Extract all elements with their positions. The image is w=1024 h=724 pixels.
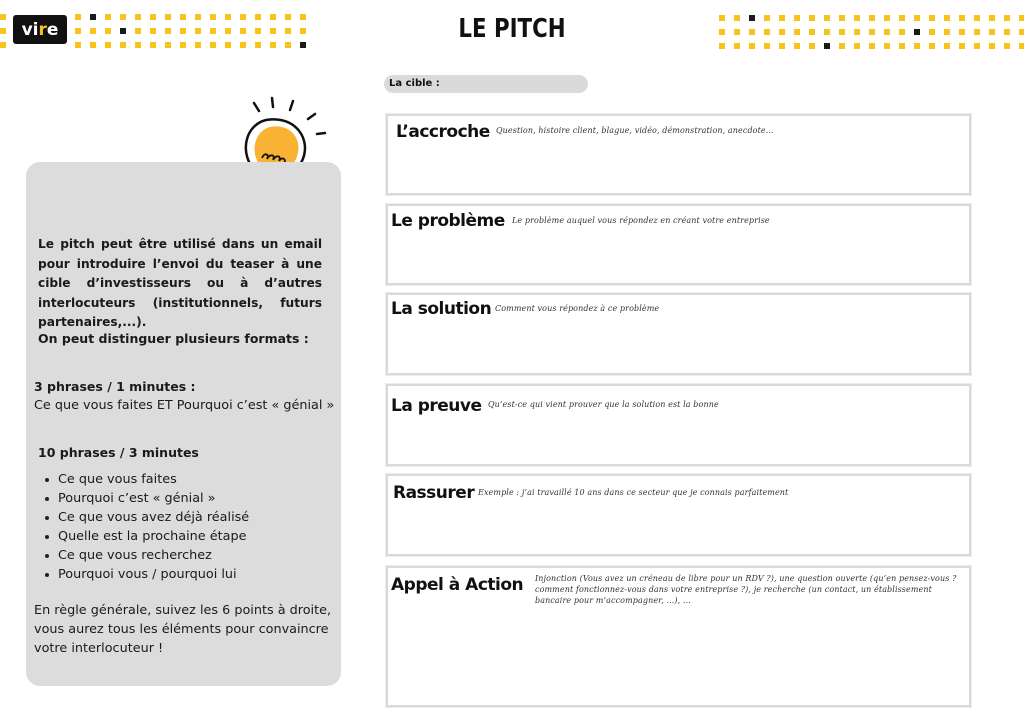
- decorative-dot: [839, 43, 845, 49]
- decorative-dot: [764, 15, 770, 21]
- section-problem-box[interactable]: [386, 204, 971, 285]
- list-item: Pourquoi vous / pourquoi lui: [44, 565, 249, 584]
- decorative-dot: [165, 42, 171, 48]
- decorative-dot: [270, 28, 276, 34]
- decorative-dot: [989, 43, 995, 49]
- decorative-dot: [90, 14, 96, 20]
- decorative-dot: [195, 14, 201, 20]
- decorative-dot: [839, 29, 845, 35]
- decorative-dot: [794, 29, 800, 35]
- decorative-dot: [195, 42, 201, 48]
- decorative-dot: [959, 29, 965, 35]
- decorative-dot: [120, 14, 126, 20]
- decorative-dot: [884, 43, 890, 49]
- decorative-dot: [225, 42, 231, 48]
- decorative-dot: [255, 14, 261, 20]
- decorative-dot: [854, 15, 860, 21]
- logo-text-accent: r: [38, 19, 47, 40]
- decorative-dot: [854, 29, 860, 35]
- decorative-dot: [120, 28, 126, 34]
- intro-text: Le pitch peut être utilisé dans un email pour introduire l’envoi du teaser à une cible d’investisseurs ou à d’autres interlocuteurs (institutionnels, futurs partenaires,...).: [38, 237, 322, 329]
- decorative-dot: [90, 42, 96, 48]
- decorative-dot: [809, 15, 815, 21]
- target-field[interactable]: [384, 75, 588, 93]
- logo: [13, 15, 67, 44]
- decorative-dot: [824, 43, 830, 49]
- decorative-dot: [869, 29, 875, 35]
- decorative-dot: [135, 28, 141, 34]
- decorative-dot: [944, 43, 950, 49]
- section-proof-box[interactable]: [386, 384, 971, 466]
- section-reassure-box[interactable]: [386, 474, 971, 556]
- decorative-dot: [929, 29, 935, 35]
- decorative-dot: [749, 29, 755, 35]
- decorative-dot: [180, 42, 186, 48]
- decorative-dot: [225, 28, 231, 34]
- decorative-dot: [90, 28, 96, 34]
- decorative-dot: [1019, 15, 1024, 21]
- decorative-dot: [1004, 15, 1010, 21]
- section-hook-box[interactable]: [386, 114, 971, 195]
- decorative-dot: [779, 43, 785, 49]
- section-hint: Question, histoire client, blague, vidéo, démonstration, anecdote...: [496, 126, 774, 135]
- decorative-dot: [734, 43, 740, 49]
- decorative-dot: [135, 14, 141, 20]
- section-title: La solution: [391, 299, 492, 319]
- decorative-dot: [749, 43, 755, 49]
- decorative-dot: [989, 15, 995, 21]
- section-call-to-action-box[interactable]: [386, 566, 971, 707]
- decorative-dot: [719, 29, 725, 35]
- decorative-dot: [869, 15, 875, 21]
- format-2-list: [44, 470, 249, 584]
- decorative-dot: [1019, 43, 1024, 49]
- conclusion-text: En règle générale, suivez les 6 points à droite, vous aurez tous les éléments pour convaincre votre interlocuteur !: [34, 603, 332, 656]
- decorative-dot: [120, 42, 126, 48]
- format-2-title: 10 phrases / 3 minutes: [38, 445, 199, 460]
- decorative-dot: [794, 15, 800, 21]
- decorative-dot: [719, 43, 725, 49]
- decorative-dot: [0, 28, 6, 34]
- decorative-dot: [914, 43, 920, 49]
- logo-text-end: e: [46, 19, 59, 40]
- decorative-dot: [300, 42, 306, 48]
- decorative-dot: [974, 43, 980, 49]
- section-hint: Le problème auquel vous répondez en créant votre entreprise: [512, 216, 770, 225]
- decorative-dot: [240, 28, 246, 34]
- decorative-dot: [225, 14, 231, 20]
- decorative-dot: [899, 29, 905, 35]
- decorative-dot: [824, 15, 830, 21]
- decorative-dot: [135, 42, 141, 48]
- decorative-dot: [165, 28, 171, 34]
- decorative-dot: [749, 15, 755, 21]
- decorative-dot: [899, 15, 905, 21]
- page-title: LE PITCH: [458, 14, 566, 44]
- decorative-dot: [869, 43, 875, 49]
- decorative-dot: [150, 28, 156, 34]
- decorative-dot: [270, 14, 276, 20]
- decorative-dot: [989, 29, 995, 35]
- decorative-dot: [285, 28, 291, 34]
- decorative-dot: [180, 28, 186, 34]
- logo-text: vi: [21, 19, 39, 40]
- decorative-dot: [0, 14, 6, 20]
- decorative-dot: [944, 15, 950, 21]
- decorative-dot: [929, 15, 935, 21]
- decorative-dot: [1004, 29, 1010, 35]
- format-1-body: Ce que vous faites ET Pourquoi c’est « génial »: [34, 398, 335, 413]
- decorative-dot: [734, 29, 740, 35]
- decorative-dot: [255, 28, 261, 34]
- format-1-title: 3 phrases / 1 minutes :: [34, 379, 196, 394]
- decorative-dot: [779, 29, 785, 35]
- decorative-dot: [105, 42, 111, 48]
- decorative-dot: [779, 15, 785, 21]
- decorative-dot: [255, 42, 261, 48]
- decorative-dot: [150, 42, 156, 48]
- section-hint: Qu’est-ce qui vient prouver que la solution est la bonne: [488, 400, 719, 409]
- decorative-dot: [959, 15, 965, 21]
- decorative-dot: [914, 15, 920, 21]
- list-item: Ce que vous recherchez: [44, 546, 249, 565]
- decorative-dot: [929, 43, 935, 49]
- decorative-dot: [210, 28, 216, 34]
- decorative-dot: [75, 42, 81, 48]
- decorative-dot: [974, 29, 980, 35]
- decorative-dot: [165, 14, 171, 20]
- decorative-dot: [300, 14, 306, 20]
- section-hint: Comment vous répondez à ce problème: [495, 304, 660, 313]
- decorative-dot: [285, 42, 291, 48]
- list-item: Pourquoi c’est « génial »: [44, 489, 249, 508]
- section-hint: Exemple : j’ai travaillé 10 ans dans ce secteur que je connais parfaitement: [478, 488, 789, 497]
- decorative-dot: [0, 42, 6, 48]
- decorative-dot: [809, 43, 815, 49]
- decorative-dot: [75, 14, 81, 20]
- decorative-dot: [1019, 29, 1024, 35]
- decorative-dot: [764, 29, 770, 35]
- section-title: La preuve: [391, 396, 482, 416]
- decorative-dot: [899, 43, 905, 49]
- decorative-dot: [75, 28, 81, 34]
- list-item: Ce que vous faites: [44, 470, 249, 489]
- decorative-dot: [1004, 43, 1010, 49]
- decorative-dot: [240, 14, 246, 20]
- decorative-dot: [884, 29, 890, 35]
- decorative-dot: [210, 14, 216, 20]
- decorative-dot: [734, 15, 740, 21]
- section-hint: Injonction (Vous avez un créneau de libre pour un RDV ?), une question ouverte (qu’en pensez-vous ? comment fonctionnez-vous dans votre entreprise ?), je recherche (un contact, un établissement bancaire pour m’accompagner, ...), ...: [535, 574, 957, 605]
- section-title: L’accroche: [396, 122, 490, 142]
- section-title: Appel à Action: [391, 575, 524, 595]
- decorative-dot: [974, 15, 980, 21]
- decorative-dot: [914, 29, 920, 35]
- decorative-dot: [300, 28, 306, 34]
- list-item: Ce que vous avez déjà réalisé: [44, 508, 249, 527]
- decorative-dot: [105, 28, 111, 34]
- section-solution-box[interactable]: [386, 293, 971, 375]
- decorative-dot: [719, 15, 725, 21]
- decorative-dot: [180, 14, 186, 20]
- section-title: Rassurer: [393, 483, 475, 503]
- target-label: La cible :: [389, 78, 440, 89]
- decorative-dot: [839, 15, 845, 21]
- formats-heading: On peut distinguer plusieurs formats :: [38, 331, 309, 346]
- decorative-dot: [809, 29, 815, 35]
- decorative-dot: [959, 43, 965, 49]
- decorative-dot: [240, 42, 246, 48]
- decorative-dot: [195, 28, 201, 34]
- decorative-dot: [944, 29, 950, 35]
- list-item: Quelle est la prochaine étape: [44, 527, 249, 546]
- decorative-dot: [105, 14, 111, 20]
- decorative-dot: [764, 43, 770, 49]
- section-title: Le problème: [391, 211, 505, 231]
- decorative-dot: [794, 43, 800, 49]
- decorative-dot: [854, 43, 860, 49]
- decorative-dot: [210, 42, 216, 48]
- decorative-dot: [150, 14, 156, 20]
- decorative-dot: [285, 14, 291, 20]
- decorative-dot: [824, 29, 830, 35]
- decorative-dot: [270, 42, 276, 48]
- decorative-dot: [884, 15, 890, 21]
